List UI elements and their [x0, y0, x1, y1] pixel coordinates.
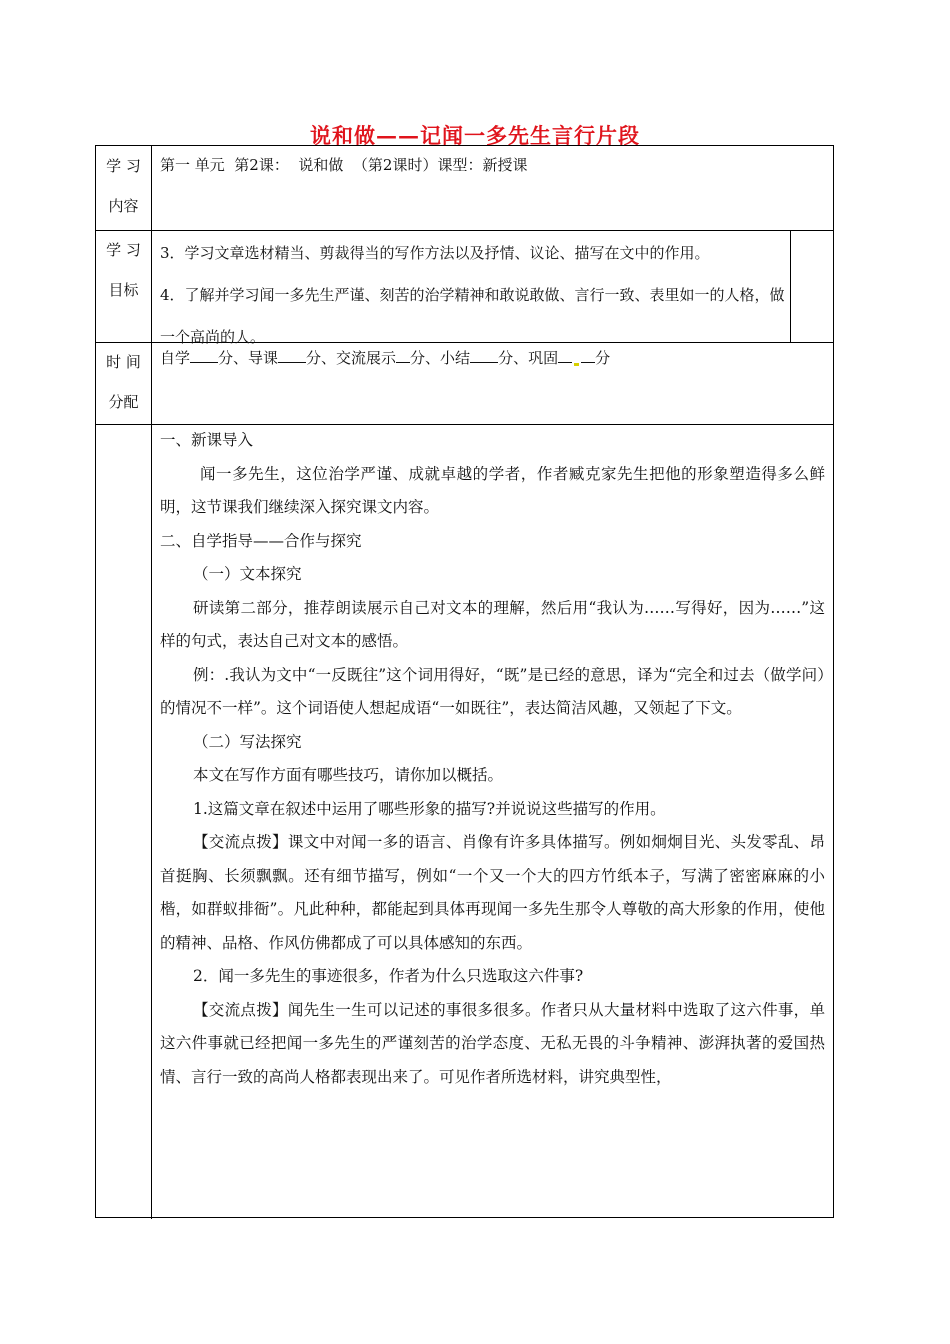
- section-heading: 二、自学指导——合作与探究: [160, 531, 362, 550]
- section-heading: 一、新课导入: [160, 431, 254, 449]
- fill-blank: [190, 348, 218, 363]
- question: 1.这篇文章在叙述中运用了哪些形象的描写?并说说这些描写的作用。: [193, 799, 666, 818]
- label-line: 目标: [108, 281, 139, 299]
- subsection-heading: （二）写法探究: [193, 732, 302, 751]
- row-divider: [96, 230, 833, 231]
- fill-blank: [470, 348, 498, 363]
- goals-right-divider: [790, 230, 791, 342]
- mark-dot: [574, 363, 579, 366]
- time-part: 分: [595, 349, 611, 367]
- label-line: 时 间: [106, 353, 141, 371]
- fill-blank: [278, 348, 306, 363]
- time-part: 分、导课: [218, 349, 279, 367]
- example-paragraph: 例：.我认为文中“一反既往”这个词用得好，“既”是已经的意思，译为“完全和过去（做学问）的情况不一样”。这个词语使人想起成语“一如既往”，表达简洁风趣，又领起了下文。: [160, 665, 825, 717]
- time-part: 自学: [160, 349, 191, 367]
- label-line: 内容: [108, 197, 139, 215]
- fill-blank: [581, 348, 595, 363]
- label-time: [96, 342, 151, 422]
- label-line: 学 习: [106, 241, 141, 259]
- label-content: [96, 146, 151, 226]
- time-part: 分、巩固: [498, 349, 559, 367]
- label-line: 学 习: [106, 157, 141, 175]
- fill-blank: [396, 348, 410, 363]
- learning-goals: [160, 232, 790, 358]
- label-goals: [96, 230, 151, 310]
- goal-3: 3．学习文章选材精当、剪裁得当的写作方法以及抒情、议论、描写在文中的作用。: [160, 244, 710, 262]
- time-part: 分、小结: [410, 349, 471, 367]
- answer-paragraph: 【交流点拨】闻先生一生可以记述的事很多很多。作者只从大量材料中选取了这六件事，单这六件事就已经把闻一多先生的严谨刻苦的治学态度、无私无畏的斗争精神、澎湃执著的爱国热情、言行一致的高尚人格都表现出来了。可见作者所选材料，讲究典型性，: [160, 1000, 825, 1086]
- answer-paragraph: 【交流点拨】课文中对闻一多的语言、肖像有许多具体描写。例如炯炯目光、头发零乱、昂首挺胸、长须飘飘。还有细节描写，例如“一个又一个大的四方竹纸本子，写满了密密麻麻的小楷，如群蚁排衙”。凡此种种，都能起到具体再现闻一多先生那令人尊敬的高大形象的作用，使他的精神、品格、作风仿佛都成了可以具体感知的东西。: [160, 833, 825, 952]
- lesson-body: [160, 424, 825, 1094]
- document-title: 说和做——记闻一多先生言行片段: [310, 123, 640, 148]
- fill-blank: [558, 348, 572, 363]
- lesson-info: 第一 单元 第2课： 说和做 （第2课时）课型：新授课: [160, 156, 528, 174]
- label-line: 分配: [108, 393, 139, 411]
- goal-4: 4．了解并学习闻一多先生严谨、刻苦的治学精神和敢说敢做、言行一致、表里如一的人格，做一个高尚的人。: [160, 286, 785, 346]
- paragraph: 闻一多先生，这位治学严谨、成就卓越的学者，作者臧克家先生把他的形象塑造得多么鲜明，这节课我们继续深入探究课文内容。: [160, 464, 825, 516]
- time-part: 分、交流展示: [306, 349, 397, 367]
- lesson-table: [95, 145, 834, 1218]
- column-divider: [151, 146, 152, 1219]
- question: 2．闻一多先生的事迹很多，作者为什么只选取这六件事?: [193, 967, 584, 985]
- time-allocation: [160, 346, 610, 370]
- subsection-heading: （一）文本探究: [193, 565, 302, 583]
- paragraph: 研读第二部分，推荐朗读展示自己对文本的理解，然后用“我认为……写得好，因为……”这样的句式，表达自己对文本的感悟。: [160, 598, 825, 650]
- paragraph: 本文在写作方面有哪些技巧，请你加以概括。: [193, 766, 504, 784]
